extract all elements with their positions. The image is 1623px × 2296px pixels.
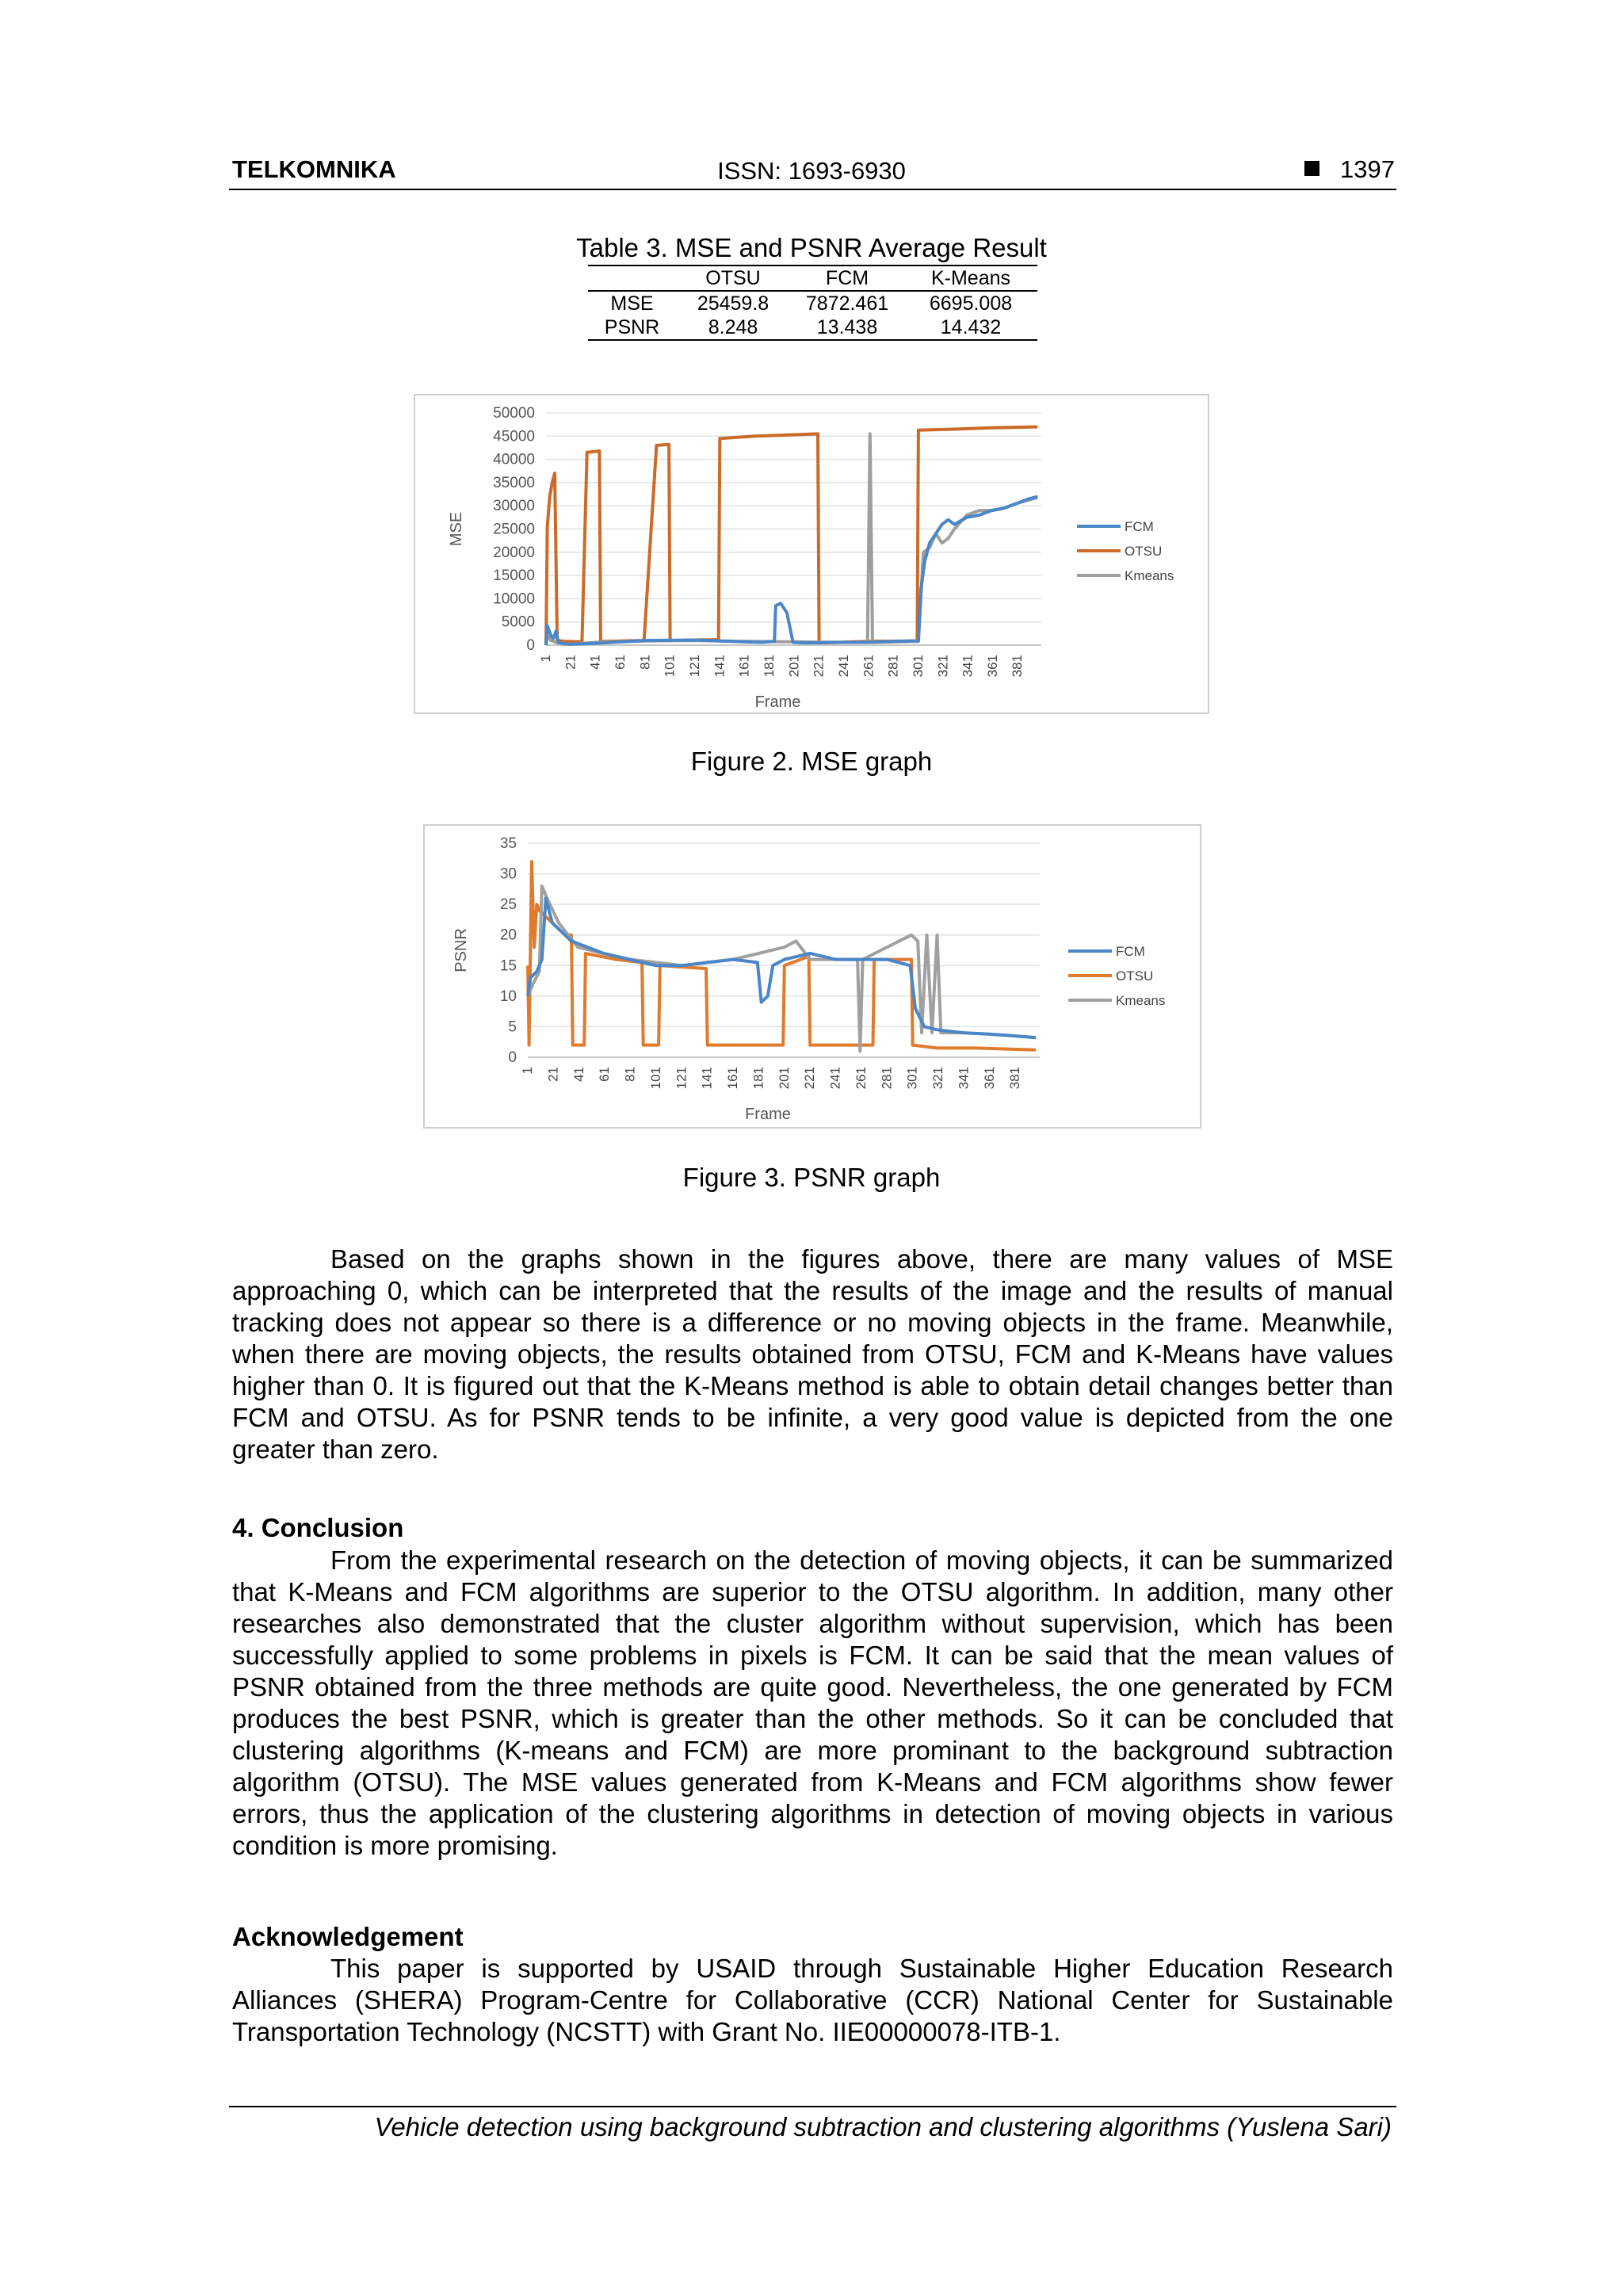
y-tick-label: 35 bbox=[499, 835, 517, 852]
x-tick-label: 21 bbox=[563, 655, 579, 670]
x-tick-label: 1 bbox=[538, 655, 553, 663]
x-tick-label: 161 bbox=[725, 1067, 741, 1090]
mse-figure bbox=[414, 394, 1209, 714]
x-tick-label: 121 bbox=[674, 1067, 689, 1090]
y-tick-label: 20000 bbox=[493, 544, 535, 561]
paragraph-text: From the experimental research on the detection of moving objects, it can be summarized that K-Means and FCM algorithms are superior to the OTSU algorithm. In addition, many other researches also demonstrated that the cluster algorithm without supervision, which has been successfully applied to some problems in pixels is FCM. It can be said that the mean values of PSNR obtained from the three methods are quite good. Nevertheless, the one generated by FCM produces the best PSNR, which is greater than the other methods. So it can be concluded that clustering algorithms (K-means and FCM) are more prominant to the background subtraction algorithm (OTSU). The MSE values generated from K-Means and FCM algorithms show fewer errors, thus the application of the clustering algorithms in detection of moving objects in various condition is more promising. bbox=[232, 1545, 1393, 1860]
series-line-fcm bbox=[528, 898, 1036, 1037]
x-tick-label: 221 bbox=[802, 1067, 818, 1090]
x-tick-label: 101 bbox=[662, 655, 678, 678]
x-tick-label: 301 bbox=[904, 1067, 920, 1090]
x-tick-label: 361 bbox=[984, 655, 1000, 678]
x-tick-label: 101 bbox=[647, 1067, 663, 1090]
table-cell: 13.438 bbox=[816, 315, 878, 338]
y-tick-label: 25 bbox=[499, 896, 517, 914]
table-header-cell: OTSU bbox=[705, 266, 761, 289]
table-header-cell: K-Means bbox=[930, 266, 1011, 289]
y-tick-label: 45000 bbox=[493, 428, 535, 445]
x-tick-label: 41 bbox=[571, 1067, 586, 1082]
table-header-cell bbox=[588, 266, 676, 291]
series-line-kmeans bbox=[546, 434, 1037, 645]
x-tick-label: 121 bbox=[686, 655, 702, 678]
square-bullet-icon bbox=[1304, 161, 1319, 176]
x-tick-label: 341 bbox=[956, 1067, 972, 1090]
conclusion-paragraph bbox=[232, 1545, 1393, 1862]
page-number-block bbox=[1304, 155, 1395, 184]
y-tick-label: 30 bbox=[499, 865, 517, 883]
psnr-chart bbox=[425, 826, 1200, 1127]
discussion-paragraph bbox=[232, 1244, 1393, 1465]
x-tick-label: 41 bbox=[587, 655, 603, 670]
x-tick-label: 361 bbox=[981, 1067, 997, 1090]
x-tick-label: 141 bbox=[699, 1067, 715, 1090]
y-tick-label: 5 bbox=[508, 1018, 517, 1036]
y-tick-label: 35000 bbox=[493, 474, 535, 491]
x-tick-label: 321 bbox=[935, 655, 951, 678]
x-tick-label: 81 bbox=[622, 1067, 638, 1082]
table-row bbox=[588, 315, 1037, 340]
legend-label: Kmeans bbox=[1116, 993, 1166, 1008]
y-tick-label: 30000 bbox=[493, 498, 535, 515]
legend-label: OTSU bbox=[1125, 544, 1163, 559]
y-tick-label: 40000 bbox=[493, 451, 535, 468]
x-tick-label: 221 bbox=[811, 655, 827, 678]
x-tick-label: 241 bbox=[835, 655, 851, 678]
table-cell: 14.432 bbox=[940, 315, 1002, 338]
figure-3-caption: Figure 3. PSNR graph bbox=[682, 1163, 941, 1192]
legend-label: Kmeans bbox=[1125, 568, 1174, 583]
x-tick-label: 321 bbox=[930, 1067, 946, 1090]
x-tick-label: 61 bbox=[597, 1067, 613, 1082]
table-header-row bbox=[588, 266, 1037, 291]
x-tick-label: 301 bbox=[910, 655, 926, 678]
paragraph-text: Based on the graphs shown in the figures above, there are many values of MSE approaching 0, which can be interpreted that the results of the image and the results of manual tracking does not appear so there is a difference or no moving objects in the frame. Meanwhile, when there are moving objects, the results obtained from OTSU, FCM and K-Means have values higher than 0. It is figured out that the K-Means method is able to obtain detail changes better than FCM and OTSU. As for PSNR tends to be infinite, a very good value is depicted from the one greater than zero. bbox=[232, 1244, 1393, 1464]
y-tick-label: 10 bbox=[499, 988, 517, 1005]
series-line-fcm bbox=[546, 497, 1037, 646]
issn: ISSN: 1693-6930 bbox=[717, 157, 906, 185]
table-cell: 8.248 bbox=[708, 315, 758, 338]
legend-label: OTSU bbox=[1116, 968, 1154, 984]
table-cell: 7872.461 bbox=[805, 292, 889, 315]
psnr-figure bbox=[423, 824, 1201, 1129]
results-table bbox=[588, 265, 1037, 341]
paragraph-text: This paper is supported by USAID through Sustainable Higher Education Research Alliances (SHERA) Program-Centre for Collaborative (CCR) National Center for Sustainable Transportation Technology (NCSTT) with Grant No. IIE00000078-ITB-1. bbox=[232, 1954, 1393, 2046]
y-tick-label: 10000 bbox=[493, 590, 535, 608]
legend-label: FCM bbox=[1116, 944, 1145, 959]
footer-rule bbox=[229, 2106, 1396, 2107]
header-rule bbox=[229, 189, 1396, 190]
x-tick-label: 141 bbox=[712, 655, 727, 678]
table-cell: 6695.008 bbox=[929, 292, 1013, 315]
x-tick-label: 181 bbox=[750, 1067, 766, 1090]
mse-chart bbox=[415, 395, 1208, 712]
x-axis-label: Frame bbox=[745, 1106, 791, 1123]
table-cell: 25459.8 bbox=[697, 292, 769, 315]
table-header-cell: FCM bbox=[825, 266, 869, 289]
table-caption: Table 3. MSE and PSNR Average Result bbox=[576, 233, 1047, 262]
x-tick-label: 1 bbox=[520, 1067, 535, 1075]
acknowledgement-heading: Acknowledgement bbox=[232, 1922, 464, 1951]
x-tick-label: 281 bbox=[885, 655, 901, 678]
table-row bbox=[588, 291, 1037, 315]
y-tick-label: 15 bbox=[499, 957, 517, 975]
x-tick-label: 201 bbox=[776, 1067, 792, 1090]
x-tick-label: 381 bbox=[1007, 1067, 1023, 1090]
acknowledgement-paragraph bbox=[232, 1953, 1393, 2048]
y-tick-label: 0 bbox=[508, 1049, 517, 1066]
x-tick-label: 81 bbox=[637, 655, 653, 670]
page-number: 1397 bbox=[1340, 155, 1395, 183]
series-line-otsu bbox=[528, 861, 1036, 1050]
journal-name: TELKOMNIKA bbox=[232, 155, 396, 183]
x-tick-label: 181 bbox=[761, 655, 777, 678]
figure-2-caption: Figure 2. MSE graph bbox=[690, 747, 933, 776]
legend-label: FCM bbox=[1125, 519, 1154, 534]
table-row-label: PSNR bbox=[604, 315, 660, 338]
conclusion-heading: 4. Conclusion bbox=[232, 1513, 404, 1542]
y-tick-label: 5000 bbox=[501, 613, 535, 631]
x-tick-label: 381 bbox=[1010, 655, 1025, 678]
x-tick-label: 281 bbox=[879, 1067, 895, 1090]
x-tick-label: 341 bbox=[960, 655, 976, 678]
y-tick-label: 15000 bbox=[493, 567, 535, 585]
x-tick-label: 21 bbox=[545, 1067, 561, 1082]
x-tick-label: 201 bbox=[786, 655, 802, 678]
x-tick-label: 261 bbox=[853, 1067, 869, 1090]
x-axis-label: Frame bbox=[754, 693, 801, 711]
y-tick-label: 0 bbox=[526, 637, 535, 654]
table-row-label: MSE bbox=[610, 292, 654, 315]
y-axis-label: MSE bbox=[448, 511, 465, 547]
x-tick-label: 61 bbox=[612, 655, 628, 670]
running-footer: Vehicle detection using background subtraction and clustering algorithms (Yuslena Sari) bbox=[374, 2112, 1392, 2141]
y-axis-label: PSNR bbox=[453, 928, 470, 972]
x-tick-label: 241 bbox=[827, 1067, 843, 1090]
x-tick-label: 161 bbox=[736, 655, 752, 678]
x-tick-label: 261 bbox=[861, 655, 876, 678]
y-tick-label: 20 bbox=[499, 926, 517, 944]
y-tick-label: 25000 bbox=[493, 521, 535, 538]
y-tick-label: 50000 bbox=[493, 405, 535, 422]
